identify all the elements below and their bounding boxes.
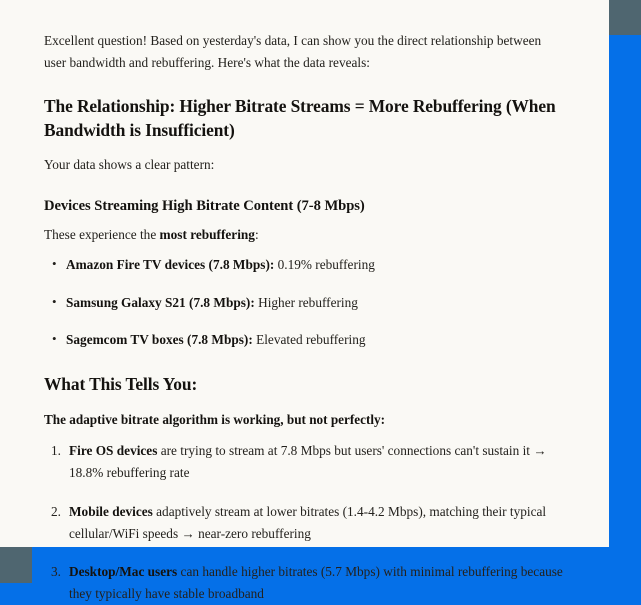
lead-paragraph-most-rebuffering [44, 224, 565, 245]
device-bullet-list [44, 255, 565, 351]
accent-block-bottom-left [0, 547, 32, 583]
list-item-label: Fire OS devices [69, 442, 158, 458]
list-item-label: Mobile devices [69, 503, 153, 519]
list-item [69, 501, 565, 545]
list-item [69, 440, 565, 484]
lead-text-suffix: : [254, 226, 259, 242]
list-item-value: are trying to stream at 7.8 Mbps but users' connections can't sustain it → 18.8% rebuffering rate [69, 442, 547, 480]
list-item-label: Desktop/Mac users [69, 564, 178, 580]
document-body [44, 30, 565, 605]
list-item-label: Samsung Galaxy S21 (7.8 Mbps): [66, 294, 255, 310]
list-item [66, 330, 565, 351]
section-heading-what-this-tells-you: What This Tells You: [44, 374, 198, 395]
list-item-value: 0.19% rebuffering [274, 257, 375, 273]
intro-paragraph: Excellent question! Based on yesterday's data, I can show you the direct relationship between user bandwidth and rebuffering. Here's what the data reveals: [44, 33, 542, 70]
section-heading-relationship: The Relationship: Higher Bitrate Streams = More Rebuffering (When Bandwidth is Insufficient) [44, 96, 556, 140]
list-item-value: Higher rebuffering [254, 294, 358, 310]
lead-paragraph-pattern: Your data shows a clear pattern: [44, 157, 215, 173]
list-item-label: Amazon Fire TV devices (7.8 Mbps): [66, 257, 275, 273]
list-item-value: Elevated rebuffering [252, 332, 366, 348]
lead-text-prefix: These experience the [44, 226, 160, 242]
list-item-value: adaptively stream at lower bitrates (1.4-4.2 Mbps), matching their typical cellular/WiFi speeds → near-zero rebuffering [69, 503, 547, 541]
list-item-label: Sagemcom TV boxes (7.8 Mbps): [66, 332, 253, 348]
insights-numbered-list [44, 440, 565, 605]
sub-heading-high-bitrate-devices: Devices Streaming High Bitrate Content (7-8 Mbps) [44, 198, 365, 215]
bold-lead-adaptive-bitrate: The adaptive bitrate algorithm is working, but not perfectly: [44, 411, 386, 427]
lead-text-emphasis: most rebuffering [159, 226, 255, 242]
list-item [66, 293, 565, 314]
accent-block-top-right [609, 0, 641, 35]
list-item [69, 561, 565, 605]
list-item-value: can handle higher bitrates (5.7 Mbps) with minimal rebuffering because they typically have stable broadband [69, 564, 563, 602]
list-item [66, 255, 565, 276]
